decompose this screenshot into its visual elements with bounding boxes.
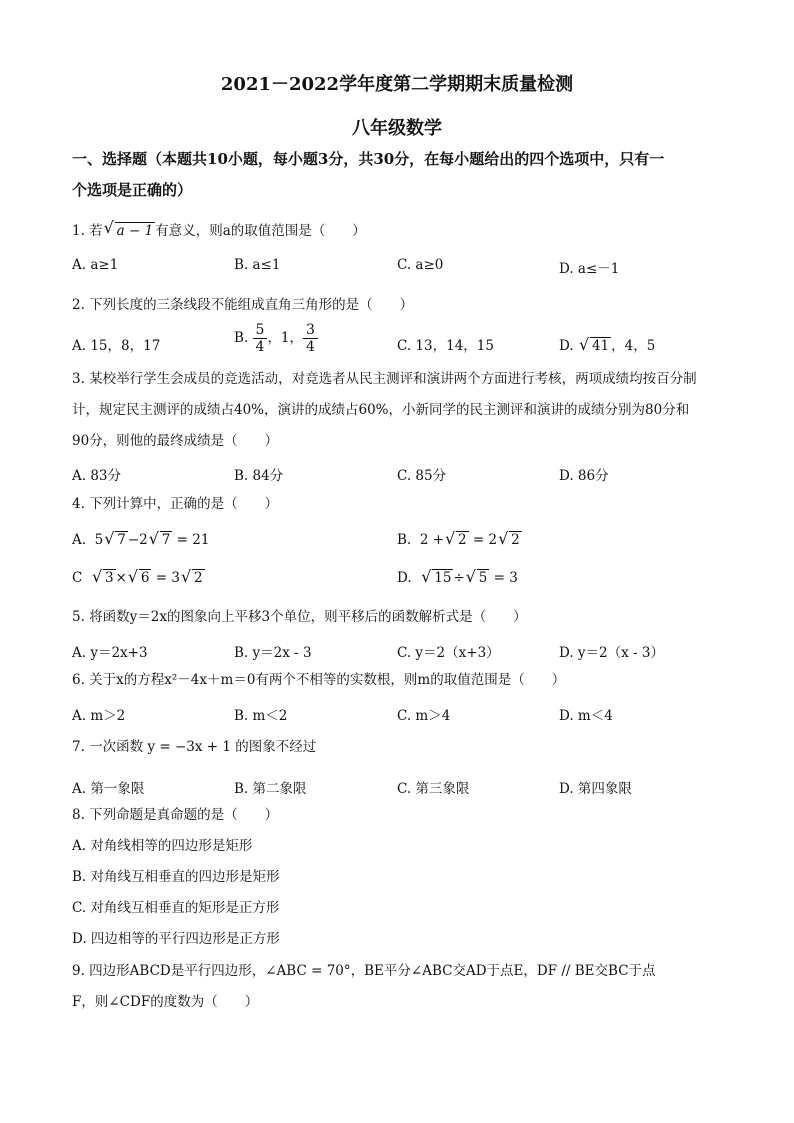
section-heading-line2: 个选项是正确的） — [72, 181, 193, 199]
question-4-stem: 4. 下列计算中，正确的是（ ） — [72, 496, 279, 512]
q8-option-b: B. 对角线互相垂直的四边形是矩形 — [72, 869, 280, 885]
q8-option-d: D. 四边相等的平行四边形是正方形 — [72, 931, 280, 947]
q4-c-radicand3: 2 — [193, 570, 203, 586]
q4-b-radicand1: 2 — [458, 532, 467, 548]
question-1-stem — [72, 215, 732, 247]
q2-option-c: C. 13，14，15 — [397, 338, 494, 354]
q4-option-c — [72, 570, 205, 586]
q4-b-radical2 — [498, 532, 522, 548]
q1-option-d: D. a≤－1 — [559, 261, 620, 277]
q4-a-radical1 — [104, 532, 128, 548]
q4-a-op: −2 — [127, 532, 148, 548]
q2-d-radical — [579, 338, 611, 354]
q1-radical — [104, 215, 156, 247]
q7-option-d: D. 第四象限 — [559, 781, 632, 797]
q3-option-d: D. 86分 — [559, 468, 609, 484]
q4-b-radicand2: 2 — [511, 532, 520, 548]
q4-d-radicand1: 15 — [434, 570, 452, 586]
q2-option-d — [559, 334, 655, 354]
q4-c-eq: = 3 — [155, 570, 180, 586]
q5-option-c: C. y＝2（x+3） — [397, 645, 500, 661]
q4-a-label: A. — [72, 532, 87, 548]
question-3-line2: 计，规定民主测评的成绩占40%，演讲的成绩占60%，小新同学的民主测评和演讲的成绩分别为80分和 — [72, 402, 690, 418]
q8-option-a: A. 对角线相等的四边形是矩形 — [72, 838, 253, 854]
q2-option-a: A. 15，8，17 — [72, 338, 161, 354]
q4-b-eq: = 2 — [472, 532, 498, 548]
q2-d-rest: ，4，5 — [611, 338, 656, 354]
q2-b-mid: ，1， — [267, 330, 304, 346]
q4-d-result: = 3 — [493, 570, 518, 586]
q5-option-d: D. y＝2（x - 3） — [559, 645, 664, 661]
q4-d-op: ÷ — [453, 570, 465, 586]
q4-c-radicand2: 6 — [140, 570, 150, 586]
page-subtitle: 八年级数学 — [352, 118, 442, 139]
q4-a-radicand1: 7 — [117, 532, 126, 548]
q4-b-label: B. — [397, 532, 412, 548]
q4-b-radical1 — [445, 532, 469, 548]
q5-option-a: A. y＝2x+3 — [72, 645, 148, 661]
q7-option-a: A. 第一象限 — [72, 781, 145, 797]
q7-option-b: B. 第二象限 — [234, 781, 307, 797]
q2-b-num2: 3 — [303, 322, 318, 339]
question-5-stem: 5. 将函数y＝2x的图象向上平移3个单位，则平移后的函数解析式是（ ） — [72, 609, 527, 625]
q4-b-lhs: 2 + — [419, 532, 445, 548]
q2-b-num1: 5 — [253, 322, 268, 339]
q2-d-label: D. — [559, 338, 574, 354]
q1-option-a: A. a≥1 — [72, 257, 119, 273]
q2-b-label: B. — [234, 330, 249, 346]
q4-option-d — [397, 570, 518, 586]
q4-d-radical2 — [466, 570, 490, 586]
q1-radicand: a − 1 — [116, 223, 154, 239]
q1-option-c: C. a≥0 — [397, 257, 444, 273]
q4-option-a — [72, 532, 209, 548]
q6-option-a: A. m＞2 — [72, 708, 126, 724]
question-3-line1: 3. 某校举行学生会成员的竞选活动，对竞选者从民主测评和演讲两个方面进行考核，两项成绩均按百分制 — [72, 371, 697, 387]
q4-d-label: D. — [397, 570, 412, 586]
q6-option-b: B. m＜2 — [234, 708, 288, 724]
q6-option-c: C. m＞4 — [397, 708, 451, 724]
section-heading-line1: 一、选择题（本题共10小题，每小题3分，共30分，在每小题给出的四个选项中，只有一 — [72, 150, 665, 168]
question-3-line3: 90分，则他的最终成绩是（ ） — [72, 433, 279, 449]
q4-a-result: = 21 — [176, 532, 210, 548]
question-9-line1: 9. 四边形ABCD是平行四边形，∠ABC = 70°，BE平分∠ABC交AD于点E，DF // BE交BC于点 — [72, 963, 656, 979]
question-7-stem: 7. 一次函数 y = −3x + 1 的图象不经过 — [72, 739, 317, 755]
q4-option-b — [397, 532, 522, 548]
q6-option-d: D. m＜4 — [559, 708, 613, 724]
section-heading — [72, 144, 732, 206]
page-title: 2021－2022学年度第二学期期末质量检测 — [220, 74, 574, 95]
q2-b-den2: 4 — [306, 339, 315, 355]
q1-option-b: B. a≤1 — [234, 257, 281, 273]
q5-option-b: B. y＝2x - 3 — [234, 645, 312, 661]
q3-option-a: A. 83分 — [72, 468, 122, 484]
q4-c-op: × — [115, 570, 127, 586]
q4-c-radical3 — [181, 570, 205, 586]
q4-d-radical1 — [421, 570, 453, 586]
q4-d-radicand2: 5 — [478, 570, 488, 586]
q2-b-fraction1 — [253, 322, 268, 355]
q2-b-fraction2 — [303, 322, 318, 355]
question-6-stem: 6. 关于x的方程x²－4x＋m＝0有两个不相等的实数根，则m的取值范围是（ ） — [72, 672, 566, 688]
q4-c-label: C — [72, 570, 83, 586]
q3-option-c: C. 85分 — [397, 468, 447, 484]
question-2-stem: 2. 下列长度的三条线段不能组成直角三角形的是（ ） — [72, 297, 414, 313]
q2-d-radicand: 41 — [591, 338, 610, 354]
q4-c-radical2 — [128, 570, 152, 586]
q1-prefix: 1. 若 — [72, 223, 103, 239]
q8-option-c: C. 对角线互相垂直的矩形是正方形 — [72, 900, 280, 916]
q3-option-b: B. 84分 — [234, 468, 284, 484]
q4-a-radical2 — [149, 532, 173, 548]
q4-c-radical1 — [92, 570, 116, 586]
q4-a-radicand2: 7 — [161, 532, 171, 548]
q7-option-c: C. 第三象限 — [397, 781, 470, 797]
q2-option-b — [234, 322, 318, 355]
question-9-line2: F，则∠CDF的度数为（ ） — [72, 994, 259, 1010]
q2-b-den1: 4 — [255, 339, 265, 355]
q4-a-coef: 5 — [94, 532, 104, 548]
q4-c-radicand1: 3 — [104, 570, 114, 586]
question-8-stem: 8. 下列命题是真命题的是（ ） — [72, 807, 279, 823]
q1-suffix: 有意义，则a的取值范围是（ ） — [155, 223, 366, 239]
